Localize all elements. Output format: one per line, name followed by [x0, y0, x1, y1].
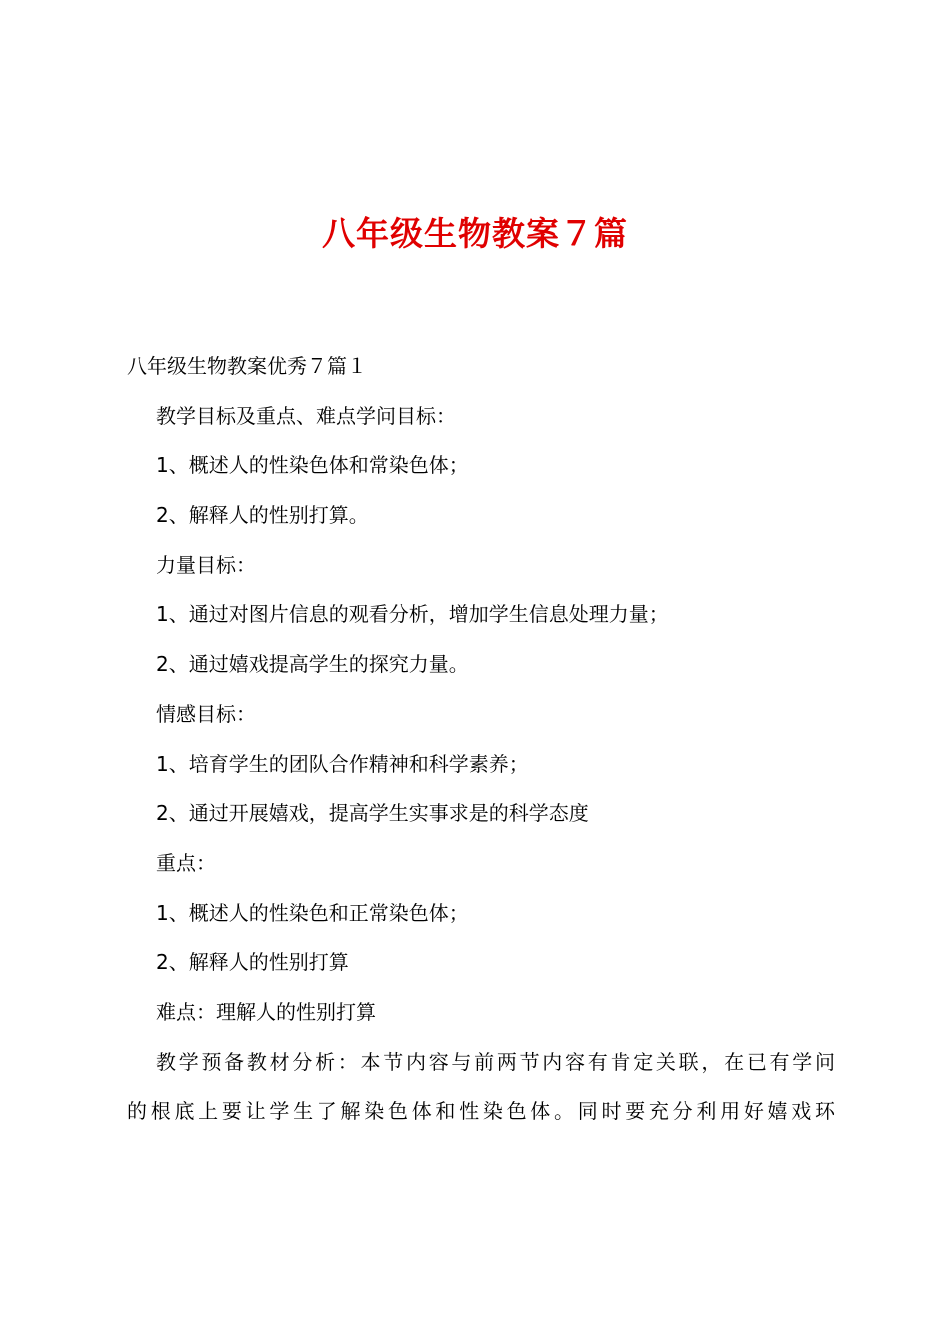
- paragraph-line: 2、解释人的性别打算: [156, 950, 349, 975]
- paragraph-line: 1、概述人的性染色和正常染色体；: [156, 900, 469, 925]
- document-body: [127, 342, 835, 1137]
- paragraph-line: 力量目标：: [156, 552, 256, 577]
- paragraph-line: 教学目标及重点、难点学问目标：: [156, 403, 456, 428]
- section-heading: 八年级生物教案优秀７篇１: [127, 354, 367, 378]
- paragraph-line: 2、通过嬉戏提高学生的探究力量。: [156, 652, 469, 677]
- paragraph-line: 教学预备教材分析：本节内容与前两节内容有肯定关联，在已有学问: [156, 1049, 835, 1074]
- document-title: 八年级生物教案７篇: [322, 214, 628, 253]
- paragraph-line: 情感目标：: [156, 701, 256, 726]
- paragraph-line: 2、解释人的性别打算。: [156, 503, 369, 528]
- paragraph-line: 1、通过对图片信息的观看分析，增加学生信息处理力量；: [156, 602, 669, 627]
- paragraph-line: 难点：理解人的性别打算: [156, 999, 376, 1024]
- paragraph-line: 的根底上要让学生了解染色体和性染色体。同时要充分利用好嬉戏环: [127, 1099, 835, 1124]
- paragraph-line: 重点：: [156, 850, 216, 875]
- paragraph-line: 2、通过开展嬉戏，提高学生实事求是的科学态度: [156, 801, 589, 826]
- paragraph-line: 1、培育学生的团队合作精神和科学素养；: [156, 751, 529, 776]
- paragraph-line: 1、概述人的性染色体和常染色体；: [156, 453, 469, 478]
